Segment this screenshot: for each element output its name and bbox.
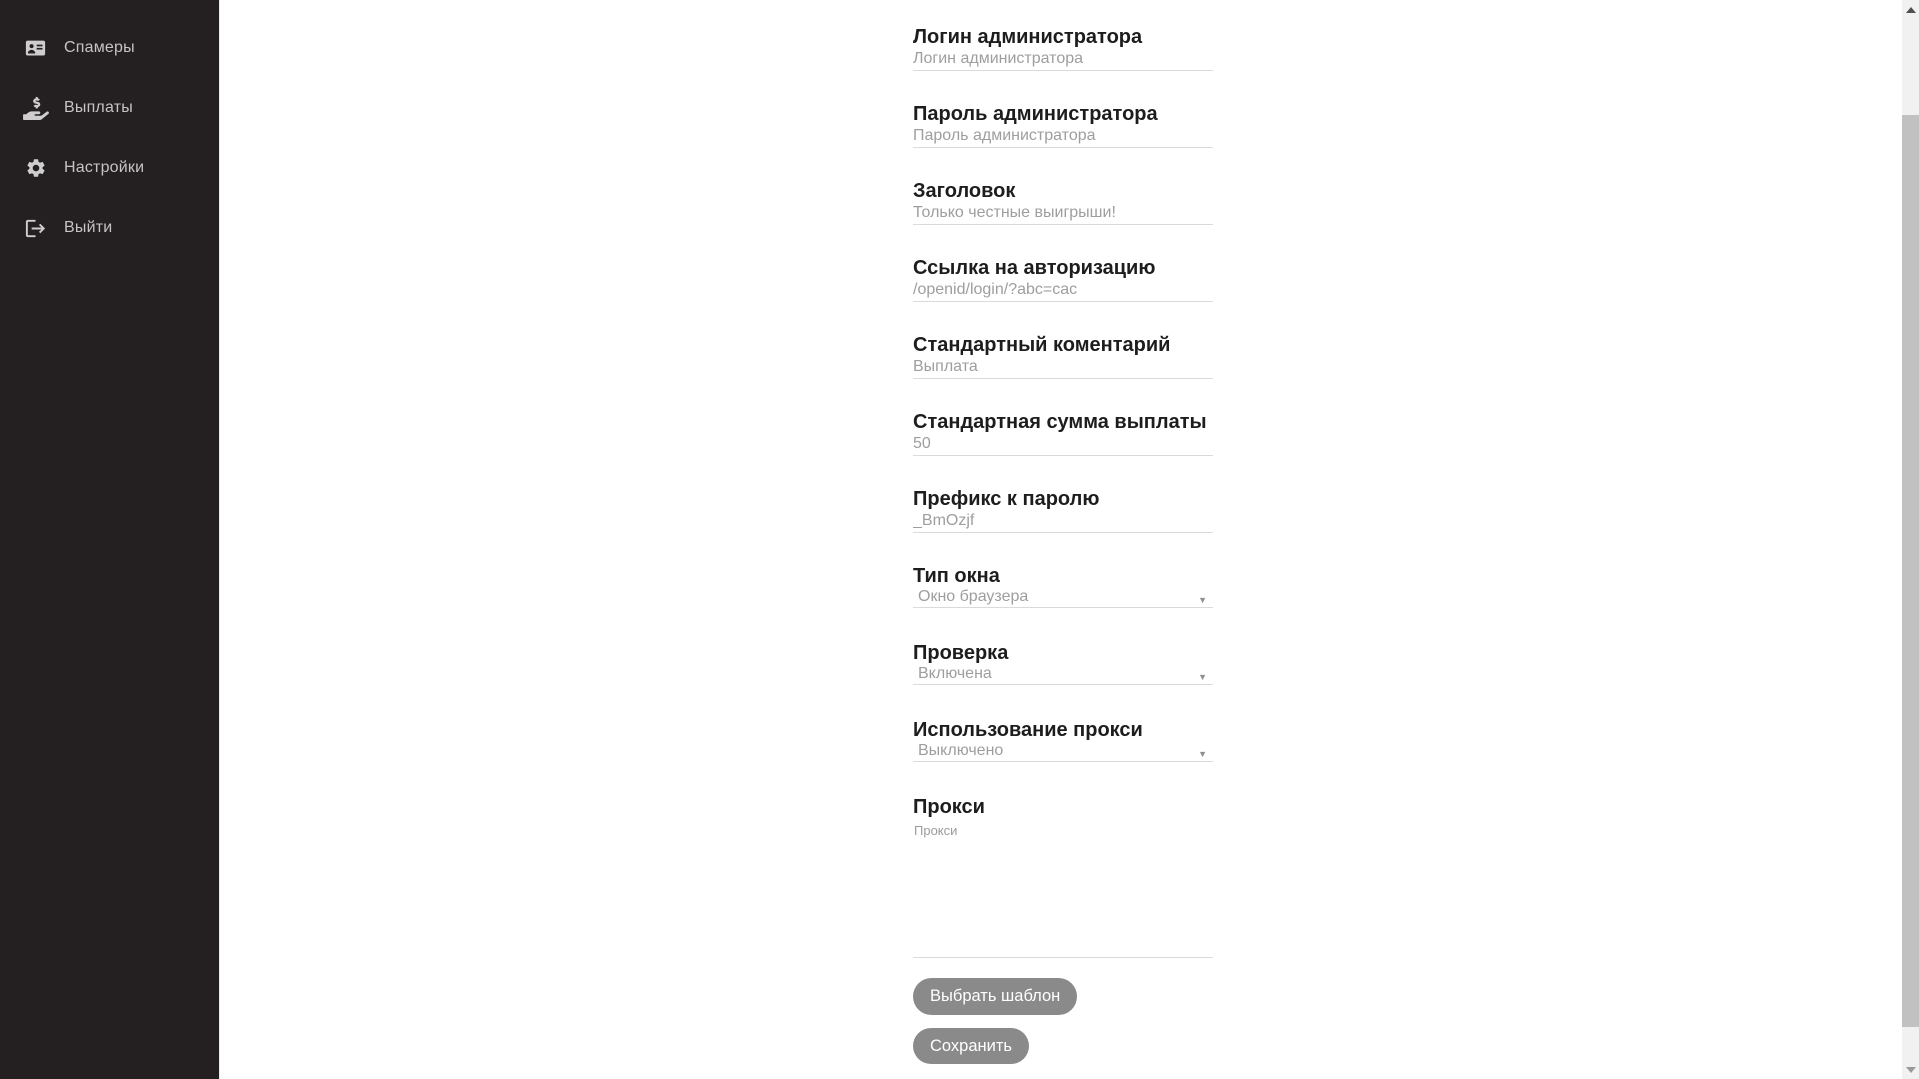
sidebar-item-label: Выплаты: [64, 99, 133, 116]
sidebar-item-settings[interactable]: [0, 138, 219, 198]
contact-card-icon: [22, 35, 49, 61]
verification-value: Включена: [918, 665, 992, 682]
scroll-down-icon[interactable]: [1906, 1067, 1916, 1073]
field-proxy: [913, 795, 1213, 958]
field-label: Ссылка на авторизацию: [913, 257, 1156, 279]
default-comment-input[interactable]: [913, 357, 1213, 379]
field-label: Пароль администратора: [913, 103, 1158, 125]
sidebar-item-label: Спамеры: [64, 39, 135, 56]
proxy-textarea[interactable]: [913, 819, 1213, 958]
chevron-down-icon: ▼: [1198, 595, 1207, 605]
password-prefix-input[interactable]: [913, 511, 1213, 533]
field-admin-password: [913, 102, 1213, 146]
sidebar-item-payouts[interactable]: [0, 78, 219, 138]
choose-template-button[interactable]: Выбрать шаблон: [913, 978, 1077, 1015]
field-admin-login: [913, 25, 1213, 69]
sidebar: [0, 0, 220, 1079]
chevron-down-icon: ▼: [1198, 749, 1207, 759]
field-label: Стандартная сумма выплаты: [913, 411, 1207, 433]
sidebar-item-spamers[interactable]: [0, 18, 219, 78]
sidebar-item-label: Настройки: [64, 159, 145, 176]
title-input[interactable]: [913, 203, 1213, 225]
field-window-type: [913, 564, 1213, 608]
scroll-up-icon[interactable]: [1906, 7, 1916, 13]
window-type-select[interactable]: [913, 588, 1213, 608]
settings-form: [913, 25, 1213, 1064]
field-label: Прокси: [913, 796, 985, 818]
admin-password-input[interactable]: [913, 126, 1213, 148]
field-default-comment: [913, 333, 1213, 377]
window-type-value: Окно браузера: [918, 588, 1029, 605]
auth-link-input[interactable]: [913, 280, 1213, 302]
sidebar-item-logout[interactable]: [0, 198, 219, 258]
field-auth-link: [913, 256, 1213, 300]
proxy-usage-select[interactable]: [913, 742, 1213, 762]
logout-icon: [22, 215, 49, 241]
field-label: Заголовок: [913, 180, 1016, 202]
hand-payment-icon: [22, 95, 49, 121]
verification-select[interactable]: [913, 665, 1213, 685]
field-label: Использование прокси: [913, 719, 1143, 741]
field-proxy-usage: [913, 718, 1213, 762]
field-label: Тип окна: [913, 565, 1000, 587]
admin-login-input[interactable]: [913, 49, 1213, 71]
field-password-prefix: [913, 487, 1213, 531]
sidebar-item-label: Выйти: [64, 219, 113, 236]
field-label: Префикс к паролю: [913, 488, 1100, 510]
save-button[interactable]: Сохранить: [913, 1028, 1029, 1064]
field-title: [913, 179, 1213, 223]
field-default-payout-amount: [913, 410, 1213, 454]
field-label: Логин администратора: [913, 26, 1143, 48]
default-payout-amount-input[interactable]: [913, 434, 1213, 456]
scrollbar-thumb[interactable]: [1902, 115, 1919, 1027]
gear-icon: [22, 155, 49, 181]
chevron-down-icon: ▼: [1198, 672, 1207, 682]
vertical-scrollbar[interactable]: [1902, 0, 1919, 1079]
field-label: Проверка: [913, 642, 1009, 664]
field-verification: [913, 641, 1213, 685]
proxy-usage-value: Выключено: [918, 742, 1004, 759]
field-label: Стандартный коментарий: [913, 334, 1171, 356]
